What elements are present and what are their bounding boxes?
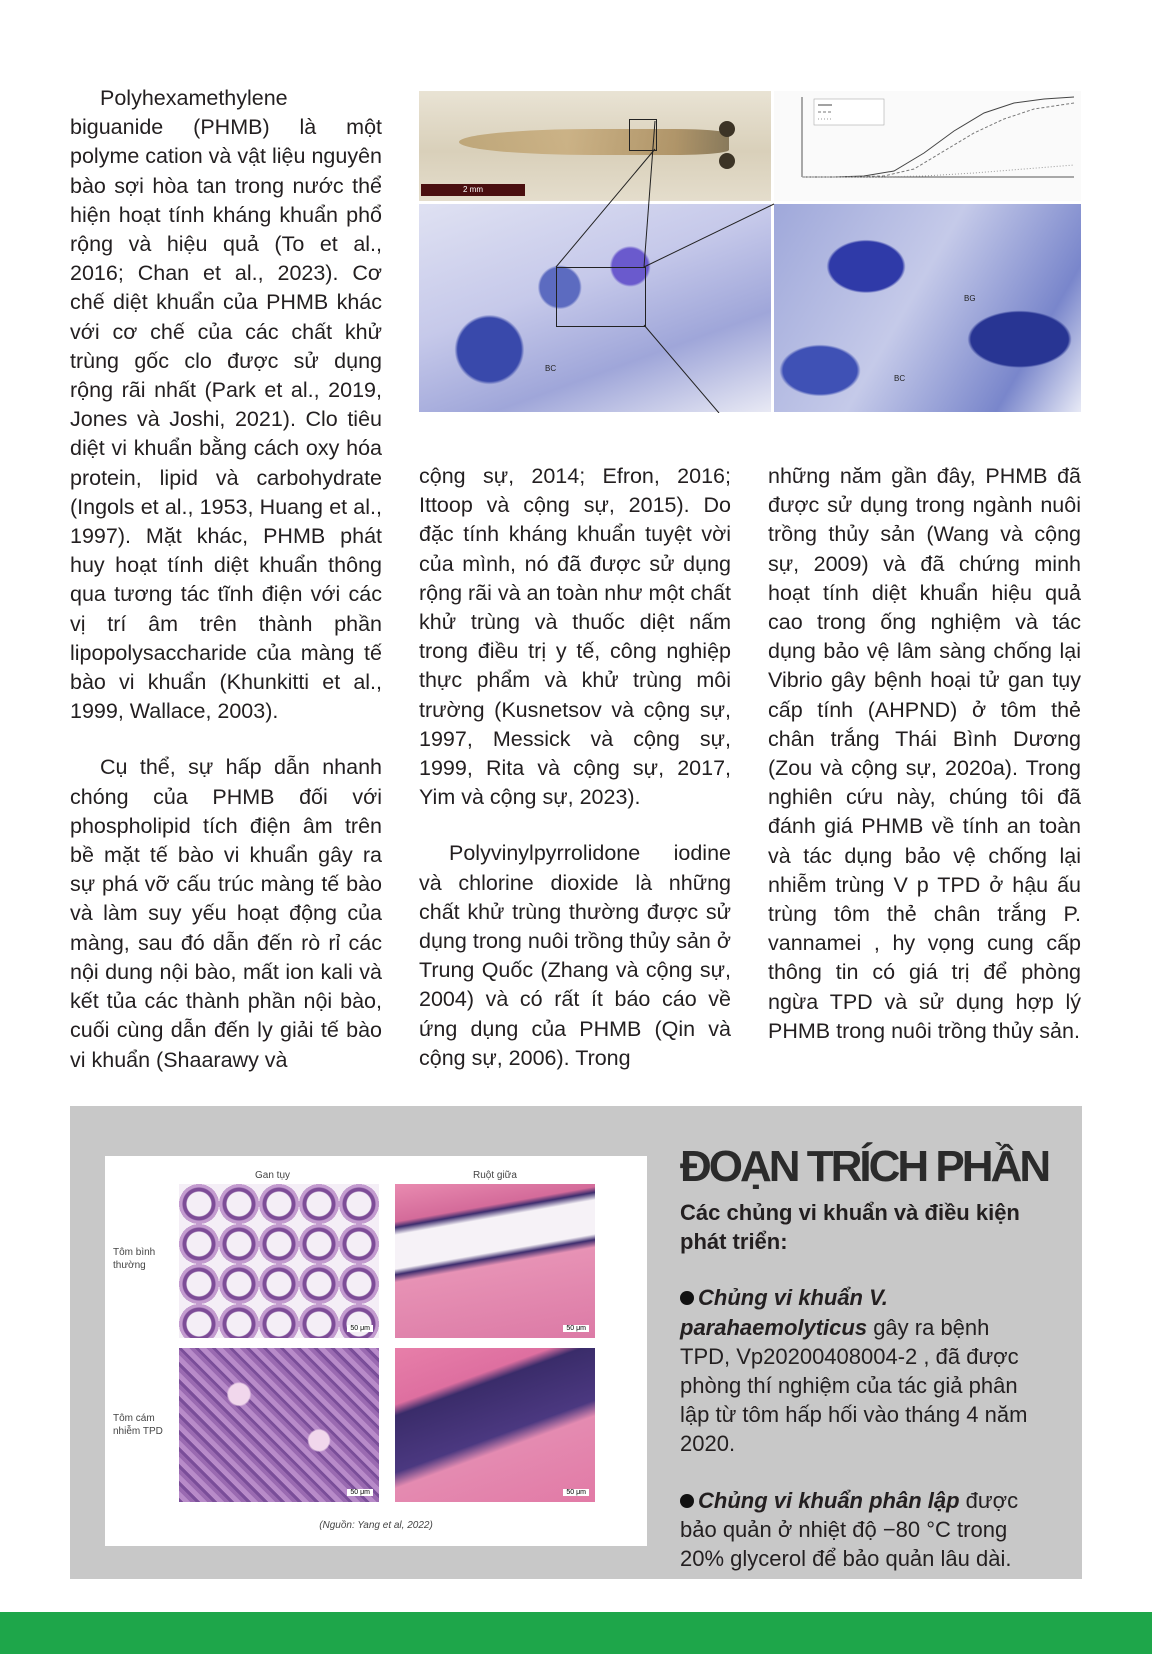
bullet-item [680, 1486, 1042, 1574]
excerpt-box [70, 1106, 1082, 1579]
bullet-bold: Chủng vi khuẩn V. parahaemolyticus [680, 1285, 888, 1340]
column-header-ruot-giua: Ruột giữa [473, 1170, 517, 1181]
histology-tile [179, 1348, 379, 1502]
bullet-item [680, 1283, 1042, 1458]
bullet-text: được bảo quản ở nhiệt độ −80 °C trong 20% glycerol để bảo quản lâu dài. [680, 1487, 1019, 1572]
bg-label: BG [964, 294, 976, 303]
histopathology-comparison-figure [105, 1156, 647, 1546]
bc-label: BC [894, 374, 906, 383]
bc-label: BC [545, 364, 557, 373]
zoom-connector-lines [419, 91, 1081, 413]
bullet-bold: Chủng vi khuẩn phân lập [698, 1487, 960, 1513]
scale-label: 50 μm [563, 1325, 589, 1332]
paragraph: những năm gần đây, PHMB đã được sử dụng trong ngành nuôi trồng thủy sản (Wang và cộng sự, 2009) và đã chứng minh hoạt tính diệt khuẩn hiệu quả cao trong ống nghiệm và tác dụng bảo vệ lâm sàng chống lại Vibrio gây bệnh hoại tử gan tụy cấp tính (AHPND) ở tôm thẻ chân trắng Thái Bình Dương (Zou và cộng sự, 2020a). Trong nghiên cứu này, chúng tôi đã đánh giá PHMB về tính an toàn và tác dụng bảo vệ chống lại nhiễm trùng V p TPD ở hậu ấu trùng tôm thẻ chân trắng P. vannamei , hy vọng cung cấp thông tin có giá trị để phòng ngừa TPD và sử dụng hợp lý PHMB trong nuôi trồng thủy sản. [768, 464, 1081, 1043]
excerpt-title: ĐOẠN TRÍCH PHẦN [680, 1142, 1049, 1191]
histology-tile [395, 1348, 595, 1502]
footer-bar [0, 1612, 1152, 1654]
row-label-normal: Tôm bình thường [113, 1247, 156, 1271]
histology-tile [179, 1184, 379, 1338]
column-header-gan-tuy: Gan tụy [255, 1170, 291, 1181]
scale-label: 50 μm [347, 1325, 373, 1332]
paragraph: Cụ thể, sự hấp dẫn nhanh chóng của PHMB đối với phospholipid tích điện âm trên bề mặt tế bào vi khuẩn gây ra sự phá vỡ cấu trúc màng tế bào và làm suy yếu hoạt động của màng, sau đó dẫn đến rò rỉ các nội dung nội bào, mất ion kali và kết tủa các thành phần nội bào, cuối cùng dẫn đến ly giải tế bào vi khuẩn (Shaarawy và [70, 755, 382, 1072]
bullet-icon [680, 1291, 694, 1305]
scale-label: 50 μm [347, 1489, 373, 1496]
article-column-1 [70, 84, 382, 1075]
paragraph: Polyvinylpyrrolidone iodine và chlorine dioxide là những chất khử trùng thường được sử dụng trong nuôi trồng thủy sản ở Trung Quốc (Zhang và cộng sự, 2004) và có rất ít báo cáo về ứng dụng của PHMB (Qin và cộng sự, 2006). Trong [419, 841, 731, 1070]
histology-tile [395, 1184, 595, 1338]
figure-source: (Nguồn: Yang et al, 2022) [319, 1520, 433, 1531]
paragraph: cộng sự, 2014; Efron, 2016; Ittoop và cộng sự, 2015). Do đặc tính kháng khuẩn tuyệt vời của mình, nó đã được sử dụng rộng rãi và an toàn như một chất khử trùng và thuốc diệt nấm trong điều trị y tế, công nghiệp thực phẩm và khử trùng môi trường (Kusnetsov và cộng sự, 1997, Messick và cộng sự, 1999, Rita và cộng sự, 2017, Yim và cộng sự, 2023). [419, 464, 731, 810]
excerpt-subtitle: Các chủng vi khuẩn và điều kiện phát triển: [680, 1200, 1020, 1255]
bullet-text: gây ra bệnh TPD, Vp20200408004-2 , đã được phòng thí nghiệm của tác giả phân lập từ tôm hấp hối vào tháng 4 năm 2020. [680, 1314, 1028, 1457]
scale-bar: 2 mm [421, 184, 525, 196]
paragraph: Polyhexamethylene biguanide (PHMB) là một polyme cation và vật liệu nguyên bào sợi hòa tan trong nước thể hiện hoạt tính kháng khuẩn phổ rộng và hiệu quả (To et al., 2016; Chan et al., 2023). Cơ chế diệt khuẩn của PHMB khác với cơ chế của các chất khử trùng gốc clo được sử dụng rộng rãi nhất (Park et al., 2019, Jones và Joshi, 2021). Clo tiêu diệt vi khuẩn bằng cách oxy hóa protein, lipid và carbohydrate (Ingols et al., 1953, Huang et al., 1997). Mặt khác, PHMB phát huy hoạt tính diệt khuẩn thông qua tương tác tĩnh điện với các vị trí âm trên thành phần lipopolysaccharide của màng tế bào vi khuẩn (Khunkitti et al., 1999, Wallace, 2003). [70, 86, 382, 724]
article-column-2 [419, 462, 731, 1073]
shrimp-histology-figure [419, 91, 1081, 413]
row-label-tpd: Tôm cám nhiễm TPD [113, 1413, 163, 1437]
excerpt-text [680, 1198, 1042, 1573]
article-column-3 [768, 462, 1081, 1046]
bullet-icon [680, 1494, 694, 1508]
scale-label: 50 μm [563, 1489, 589, 1496]
